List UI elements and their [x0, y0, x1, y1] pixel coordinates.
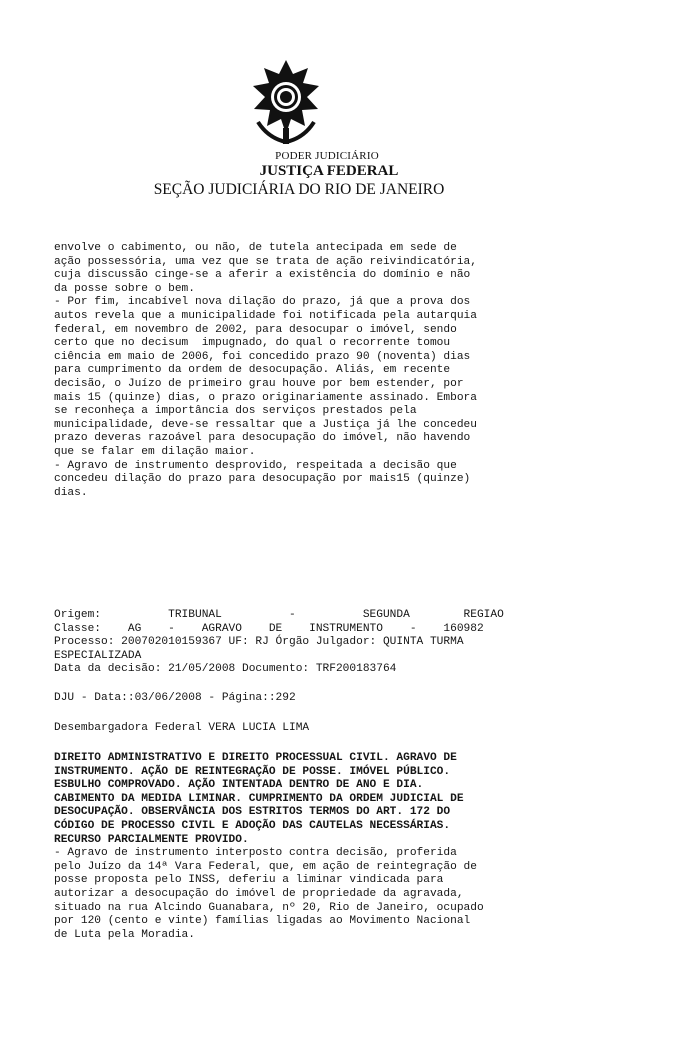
data-decisao-line: Data da decisão: 21/05/2008 Documento: TRF200183764 — [54, 663, 397, 676]
text-line: ação possessória, uma vez que se trata de ação reivindicatória, — [54, 255, 477, 268]
text-line: federal, em novembro de 2002, para desocupar o imóvel, sendo — [54, 323, 457, 336]
text-line: - Agravo de instrumento desprovido, respeitada a decisão que — [54, 459, 457, 472]
text-line: situado na rua Alcindo Guanabara, nº 20, Rio de Janeiro, ocupado — [54, 901, 484, 914]
text-line: da posse sobre o bem. — [54, 282, 195, 295]
text-line: prazo deveras razoável para desocupação do imóvel, não havendo — [54, 432, 471, 445]
text-line: - Agravo de instrumento interposto contra decisão, proferida — [54, 847, 457, 860]
text-line: concedeu dilação do prazo para desocupação por mais15 (quinze) — [54, 473, 471, 486]
ementa-line: RECURSO PARCIALMENTE PROVIDO. — [54, 833, 249, 846]
text-line: por 120 (cento e vinte) famílias ligadas ao Movimento Nacional — [54, 915, 471, 928]
ementa-line: CABIMENTO DA MEDIDA LIMINAR. CUMPRIMENTO DA ORDEM JUDICIAL DE — [54, 792, 464, 805]
origem-line: Origem: TRIBUNAL - SEGUNDA REGIAO — [54, 609, 504, 621]
classe-line: Classe: AG - AGRAVO DE INSTRUMENTO - 160982 — [54, 622, 484, 635]
text-line: pelo Juízo da 14ª Vara Federal, que, em ação de reintegração de — [54, 860, 477, 873]
text-line: mais 15 (quinze) dias, o prazo originariamente assinado. Embora — [54, 391, 477, 404]
text-line: cuja discussão cinge-se a aferir a existência do domínio e não — [54, 269, 471, 282]
ementa-line: DESOCUPAÇÃO. OBSERVÂNCIA DOS ESTRITOS TERMOS DO ART. 172 DO — [54, 806, 451, 819]
ementa-line: INSTRUMENTO. AÇÃO DE REINTEGRAÇÃO DE POSSE. IMÓVEL PÚBLICO. — [54, 765, 451, 778]
especializada-line: ESPECIALIZADA — [54, 649, 142, 662]
text-line: ciência em maio de 2006, foi concedido prazo 90 (noventa) dias — [54, 350, 471, 363]
text-line: decisão, o Juízo de primeiro grau houve por bem estender, por — [54, 378, 464, 390]
brasao-seal-icon — [248, 58, 324, 146]
processo-line: Processo: 200702010159367 UF: RJ Órgão Julgador: QUINTA TURMA — [54, 636, 464, 649]
header-line-secao-judiciaria: SEÇÃO JUDICIÁRIA DO RIO DE JANEIRO — [153, 181, 445, 198]
ementa-line: CÓDIGO DE PROCESSO CIVIL E ADOÇÃO DAS CAUTELAS NECESSÁRIAS. — [54, 820, 451, 832]
text-line: autos revela que a municipalidade foi notificada pela autarquia — [54, 310, 477, 322]
text-line: se reconheça a importância dos serviços prestados pela — [54, 405, 417, 418]
ementa-line: DIREITO ADMINISTRATIVO E DIREITO PROCESSUAL CIVIL. AGRAVO DE — [54, 752, 457, 764]
text-line: posse proposta pelo INSS, deferiu a liminar vindicada para — [54, 874, 444, 887]
text-line: - Por fim, incabível nova dilação do prazo, já que a prova dos — [54, 296, 471, 309]
text-line: autorizar a desocupação do imóvel de propriedade da agravada, — [54, 888, 464, 900]
text-line: dias. — [54, 486, 88, 499]
text-line: para cumprimento da ordem de desocupação. Aliás, em recente — [54, 364, 451, 377]
text-line: de Luta pela Moradia. — [54, 928, 195, 941]
text-line: certo que no decisum impugnado, do qual o recorrente tomou — [54, 337, 451, 350]
relatora-line: Desembargadora Federal VERA LUCIA LIMA — [54, 722, 310, 734]
text-line: que se falar em dilação maior. — [54, 446, 256, 458]
text-line: envolve o cabimento, ou não, de tutela antecipada em sede de — [54, 242, 457, 254]
dju-line: DJU - Data::03/06/2008 - Página::292 — [54, 692, 296, 704]
ementa-line: ESBULHO COMPROVADO. AÇÃO INTENTADA DENTRO DE ANO E DIA. — [54, 779, 424, 792]
header-line-justica-federal: JUSTIÇA FEDERAL — [259, 163, 399, 179]
text-line: municipalidade, deve-se ressaltar que a Justiça já lhe concedeu — [54, 418, 477, 431]
header-line-poder-judiciario: PODER JUDICIÁRIO — [275, 150, 379, 162]
